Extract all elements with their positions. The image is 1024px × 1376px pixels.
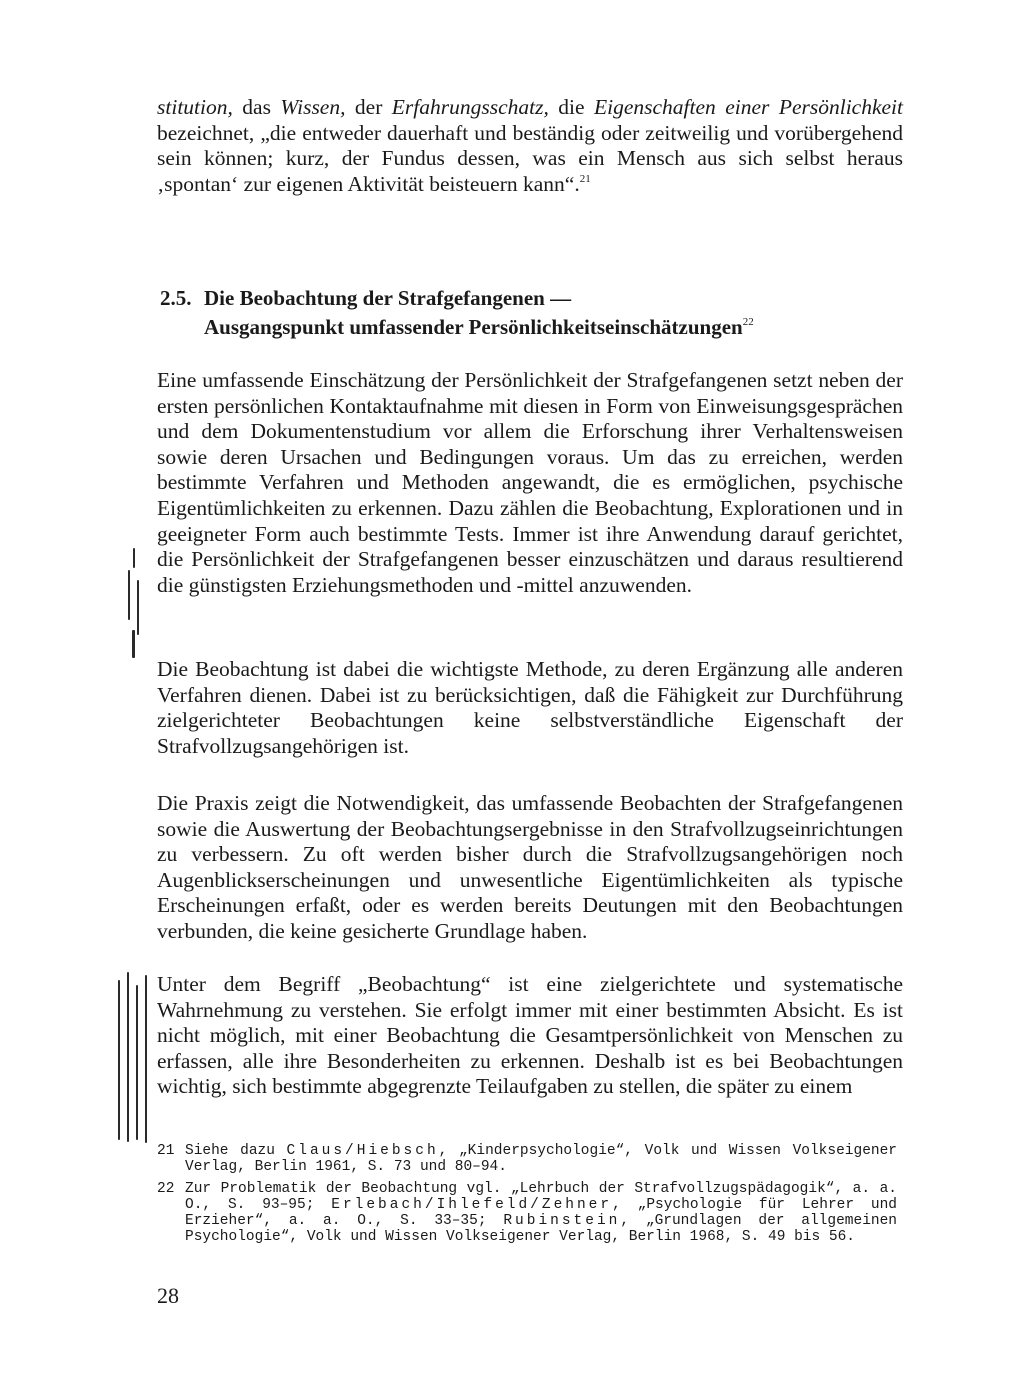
section-title-line1: Die Beobachtung der Strafgefangenen — — [204, 286, 572, 310]
intro-paragraph — [157, 95, 903, 197]
section-title-line2: Ausgangspunkt umfassender Persönlichkeitseinschätzungen — [204, 315, 743, 339]
margin-mark — [145, 975, 147, 1143]
emph-institution: stitution, — [157, 95, 233, 119]
margin-mark — [136, 985, 138, 1140]
emph-eigenschaften: Eigenschaften einer Persönlichkeit — [594, 95, 903, 119]
footnote-ref-21: 21 — [579, 172, 591, 185]
page-number: 28 — [157, 1283, 179, 1308]
author-name: Rubinstein — [503, 1213, 621, 1229]
paragraph — [157, 791, 903, 945]
paragraph-text: Die Beobachtung ist dabei die wichtigste Methode, zu deren Ergänzung alle anderen Verfahren dienen. Dabei ist zu berücksichtigen, daß die Fähigkeit zur Durchführung zielgerichteter Beobachtungen keine selbstverständliche Eigenschaft der Strafvollzugsangehörigen ist. — [157, 657, 903, 758]
text-run: Siehe dazu — [185, 1143, 287, 1159]
margin-mark — [137, 580, 139, 635]
text-run: das — [232, 95, 281, 119]
paragraph-text: Unter dem Begriff „Beobachtung“ ist eine zielgerichtete und systematische Wahrnehmung zu verstehen. Sie erfolgt immer mit einer bestimmten Absicht. Es ist nicht möglich, mit einer Beobachtung die Gesamtpersönlichkeit von Menschen zu erfassen, alle ihre Besonderheiten zu erkennen. Deshalb ist es bei Beobachtungen wichtig, sich bestimmte abgegrenzte Teilaufgaben zu stellen, die später zu einem — [157, 972, 903, 1099]
paragraph — [157, 972, 903, 1100]
margin-mark — [118, 980, 120, 1140]
margin-mark — [127, 972, 129, 1142]
footnote-text — [185, 1143, 897, 1175]
text-run: der — [345, 95, 392, 119]
text-run: die — [548, 95, 594, 119]
section-number: 2.5. — [160, 286, 192, 310]
emph-wissen: Wissen, — [280, 95, 346, 119]
footnotes — [157, 1143, 897, 1251]
text-run: , „Kinderpsychologie“, Volk und Wissen Volkseigener Verlag, Berlin 1961, S. 73 und 80–94. — [185, 1143, 897, 1175]
author-name: Erlebach/Ihlefeld/Zehner — [331, 1197, 613, 1213]
margin-mark — [128, 570, 130, 620]
margin-mark — [132, 630, 135, 658]
footnote-22 — [157, 1181, 897, 1245]
footnote-ref-22: 22 — [742, 316, 754, 328]
footnote-number: 21 — [157, 1143, 175, 1159]
paragraph — [157, 657, 903, 759]
paragraph-text: Eine umfassende Einschätzung der Persönlichkeit der Strafgefangenen setzt neben der ersten persönlichen Kontaktaufnahme mit diesen in Form von Einweisungsgesprächen und dem Dokumentenstudium vor allem die Erforschung ihrer Verhaltensweisen sowie deren Ursachen und Bedingungen voraus. Um das zu erreichen, werden bestimmte Verfahren und Methoden angewandt, die es ermöglichen, psychische Eigentümlichkeiten zu erkennen. Dazu zählen die Beobachtung, Explorationen und in geeigneter Form auch bestimmte Tests. Immer ist ihre Anwendung darauf gerichtet, die Persönlichkeit der Strafgefangenen besser einzuschätzen und daraus resultierend die günstigsten Erziehungsmethoden und -mittel anzuwenden. — [157, 368, 903, 597]
text-run: , „Grundlagen der allgemeinen Psychologie“, Volk und Wissen Volkseigener Verlag, Berlin 1968, S. 49 bis 56. — [185, 1213, 897, 1245]
margin-mark — [133, 548, 135, 568]
footnote-21 — [157, 1143, 897, 1175]
text-run: , „Psychologie für Lehrer und Erzieher“, a. a. O., S. 33–35; — [185, 1197, 897, 1229]
footnote-number: 22 — [157, 1181, 175, 1197]
text-run: Zur Problematik der Beobachtung vgl. „Lehrbuch der Strafvollzugspädagogik“, a. a. O., S. 93–95; — [185, 1181, 897, 1213]
paragraph — [157, 368, 903, 598]
author-name: Claus/Hiebsch — [286, 1143, 439, 1159]
text-run: bezeichnet, „die entweder dauerhaft und beständig oder zeitweilig und vorübergehend sein können; kurz, der Fundus dessen, was ein Mensch aus sich selbst heraus ‚spontan‘ zur eigenen Aktivität beisteuern kann“. — [157, 120, 903, 196]
footnote-text — [185, 1181, 897, 1245]
emph-erfahrungsschatz: Erfahrungsschatz, — [391, 95, 549, 119]
section-heading — [160, 284, 880, 342]
paragraph-text: Die Praxis zeigt die Notwendigkeit, das umfassende Beobachten der Strafgefangenen sowie die Auswertung der Beobachtungsergebnisse in den Strafvollzugseinrichtungen zu verbessern. Zu oft werden bisher durch die Strafvollzugsangehörigen noch Augenblickserscheinungen und unwesentliche Eigentümlichkeiten als typische Erscheinungen erfaßt, oder es werden bereits Deutungen mit den Beobachtungen verbunden, die keine gesicherte Grundlage haben. — [157, 791, 903, 943]
